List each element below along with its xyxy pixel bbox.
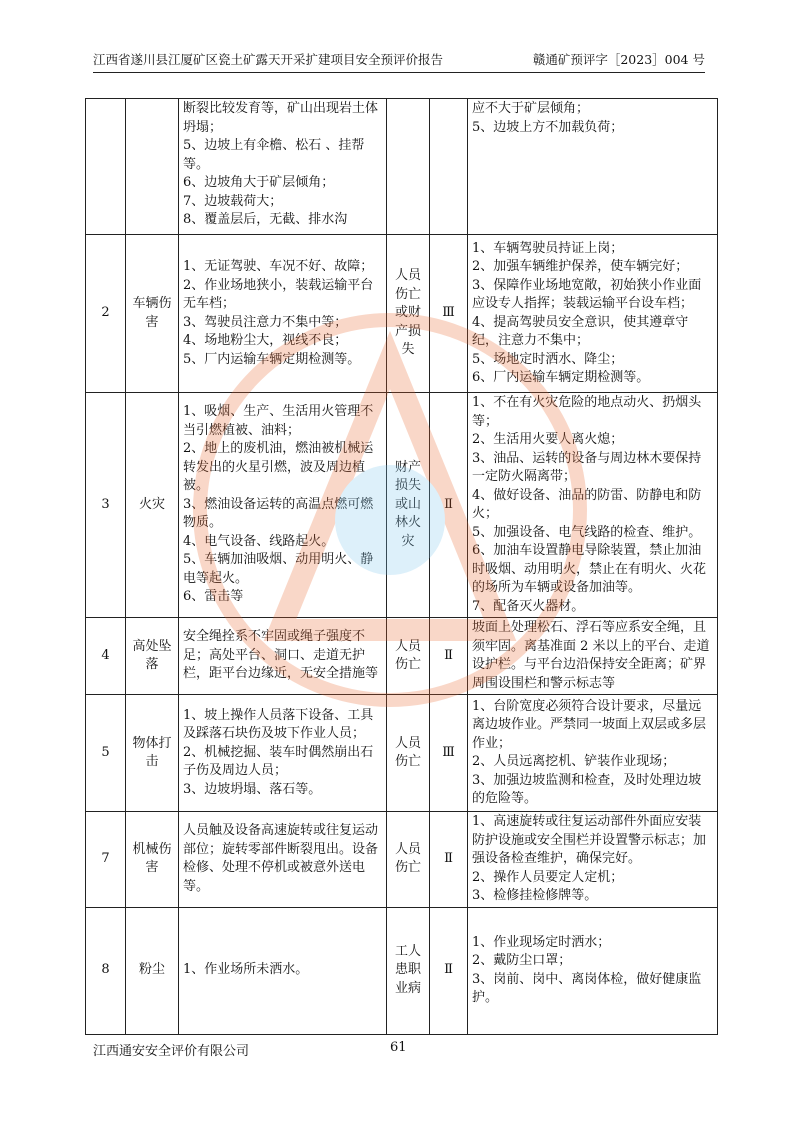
text-line: 1、吸烟、生产、生活用火管理不当引燃植被、油料； bbox=[183, 404, 374, 438]
text-line: 5、边坡上方不加载负荷； bbox=[472, 119, 624, 135]
table-row bbox=[86, 99, 718, 235]
safety-measures bbox=[468, 907, 718, 1034]
hazard-causes bbox=[179, 99, 387, 235]
hazard-causes bbox=[179, 618, 387, 695]
text-line: 1、作业现场定时洒水； bbox=[472, 934, 611, 950]
text-line: 3、驾驶员注意力不集中等； bbox=[183, 314, 348, 330]
text-line: 5、场地定时洒水、降尘； bbox=[472, 351, 624, 367]
text-line: 3、检修挂检修牌等。 bbox=[472, 888, 598, 903]
text-line: 3、边坡坍塌、落石等。 bbox=[183, 781, 322, 797]
hazard-result: 人员伤亡或财产损失 bbox=[387, 235, 430, 393]
row-number: 3 bbox=[86, 393, 126, 618]
text-line: 1、无证驾驶、车况不好、故障； bbox=[183, 259, 374, 274]
text-line: 安全绳拴系不牢固或绳子强度不足；高处平台、洞口、走道无护栏，距平台边缘近，无安全措施等 bbox=[183, 629, 379, 682]
text-line: 1、作业场所未洒水。 bbox=[183, 962, 309, 978]
page-number: 61 bbox=[390, 1040, 407, 1055]
table-row bbox=[86, 907, 718, 1034]
text-line: 应不大于矿层倾角； bbox=[472, 101, 590, 116]
safety-measures bbox=[468, 235, 718, 393]
text-line: 断裂比较发育等，矿山出现岩土体坍塌； bbox=[183, 101, 379, 135]
text-line: 3、加强边坡监测和检查，及时处理边坡的危险等。 bbox=[472, 772, 702, 806]
text-line: 6、加油车设置静电导除装置，禁止加油时吸烟、动用明火，禁止在有明火、火花的场所为车辆或设备加油等。 bbox=[472, 543, 707, 595]
hazard-causes bbox=[179, 695, 387, 812]
row-number: 2 bbox=[86, 235, 126, 393]
hazard-result: 人员伤亡 bbox=[387, 695, 430, 812]
text-line: 1、高速旋转或往复运动部件外面应安装防护设施或安全围栏并设置警示标志；加强设备检查维护，确保完好。 bbox=[472, 814, 707, 866]
safety-measures bbox=[468, 393, 718, 618]
text-line: 3、保障作业场地宽敞，初始狭小作业面应设专人指挥；装载运输平台设车档； bbox=[472, 277, 702, 311]
text-line: 3、油品、运转的设备与周边林木要保持一定防火隔离带； bbox=[472, 450, 702, 484]
hazard-type: 火灾 bbox=[126, 393, 179, 618]
footer-company: 江西通安安全评价有限公司 bbox=[93, 1044, 250, 1059]
risk-level: Ⅱ bbox=[430, 618, 468, 695]
text-line: 3、燃油设备运转的高温点燃可燃物质。 bbox=[183, 496, 374, 531]
row-number: 7 bbox=[86, 812, 126, 908]
text-line: 5、厂内运输车辆定期检测等。 bbox=[183, 351, 361, 367]
hazard-type: 粉尘 bbox=[126, 907, 179, 1034]
hazard-causes bbox=[179, 235, 387, 393]
safety-measures bbox=[468, 99, 718, 235]
text-line: 2、操作人员要定人定机； bbox=[472, 869, 624, 885]
risk-level: Ⅱ bbox=[430, 812, 468, 908]
table-row bbox=[86, 695, 718, 812]
text-line: 5、加强设备、电气线路的检查、维护。 bbox=[472, 524, 702, 540]
text-line: 5、边坡上有伞檐、松石 、挂帮等。 bbox=[183, 138, 365, 172]
hazard-type: 机械伤害 bbox=[126, 812, 179, 908]
risk-level: Ⅲ bbox=[430, 695, 468, 812]
hazard-table bbox=[85, 98, 718, 1035]
text-line: 1、不在有火灾危险的地点动火、扔烟头等； bbox=[472, 395, 702, 429]
text-line: 1、台阶宽度必须符合设计要求，尽量远离边坡作业。严禁同一坡面上双层或多层作业； bbox=[472, 698, 707, 751]
row-number: 8 bbox=[86, 907, 126, 1034]
text-line: 1、坡上操作人员落下设备、工具及踩落石块伤及坡下作业人员； bbox=[183, 707, 374, 742]
hazard-causes bbox=[179, 393, 387, 618]
hazard-result: 人员伤亡 bbox=[387, 812, 430, 908]
hazard-type: 车辆伤害 bbox=[126, 235, 179, 393]
risk-level: Ⅱ bbox=[430, 393, 468, 618]
text-line: 2、生活用火要人离火熄； bbox=[472, 432, 624, 447]
risk-level: Ⅲ bbox=[430, 235, 468, 393]
risk-level bbox=[430, 99, 468, 235]
text-line: 6、雷击等 bbox=[183, 589, 244, 605]
hazard-result bbox=[387, 99, 430, 235]
text-line: 5、车辆加油吸烟、动用明火、静电等起火。 bbox=[183, 552, 374, 586]
text-line: 4、电气设备、线路起火。 bbox=[183, 533, 335, 549]
text-line: 4、场地粉尘大，视线不良； bbox=[183, 333, 348, 348]
row-number bbox=[86, 99, 126, 235]
table-row bbox=[86, 812, 718, 908]
text-line: 6、厂内运输车辆定期检测等。 bbox=[472, 370, 650, 385]
hazard-result: 人员伤亡 bbox=[387, 618, 430, 695]
row-number: 4 bbox=[86, 618, 126, 695]
text-line: 2、人员远离挖机、铲装作业现场； bbox=[472, 754, 676, 769]
table-row bbox=[86, 235, 718, 393]
hazard-result: 财产损失或山林火灾 bbox=[387, 393, 430, 618]
hazard-result: 工人患职业病 bbox=[387, 907, 430, 1034]
hazard-causes bbox=[179, 812, 387, 908]
text-line: 1、车辆驾驶员持证上岗； bbox=[472, 240, 624, 256]
text-line: 坡面上处理松石、浮石等应系安全绳，且须牢固。离基准面 2 米以上的平台、走道设护栏。与平台边沿保持安全距离；矿界周围设围栏和警示标志等 bbox=[472, 620, 710, 691]
text-line: 2、地上的废机油，燃油被机械运转发出的火星引燃，波及周边植被。 bbox=[183, 441, 374, 494]
text-line: 人员触及设备高速旋转或往复运动部位；旋转零部件断裂甩出。设备检修、处理不停机或被意外送电等。 bbox=[183, 823, 379, 894]
text-line: 2、加强车辆维护保养，使车辆完好； bbox=[472, 259, 689, 274]
row-number: 5 bbox=[86, 695, 126, 812]
hazard-type bbox=[126, 99, 179, 235]
text-line: 2、戴防尘口罩； bbox=[472, 953, 572, 968]
hazard-type: 高处坠落 bbox=[126, 618, 179, 695]
document-number: 赣通矿预评字［2023］004 号 bbox=[532, 52, 705, 67]
text-line: 4、做好设备、油品的防雷、防静电和防火； bbox=[472, 487, 702, 521]
text-line: 3、岗前、岗中、离岗体检，做好健康监护。 bbox=[472, 971, 702, 1005]
safety-measures bbox=[468, 695, 718, 812]
text-line: 4、提高驾驶员安全意识，使其遵章守纪，注意力不集中； bbox=[472, 314, 689, 348]
safety-measures bbox=[468, 812, 718, 908]
hazard-type: 物体打击 bbox=[126, 695, 179, 812]
table-row bbox=[86, 393, 718, 618]
table-row bbox=[86, 618, 718, 695]
text-line: 7、边坡载荷大； bbox=[183, 193, 283, 209]
text-line: 7、配备灭火器材。 bbox=[472, 598, 585, 614]
page-header bbox=[93, 50, 705, 73]
text-line: 2、机械挖掘、装车时偶然崩出石子伤及周边人员； bbox=[183, 744, 374, 779]
safety-measures bbox=[468, 618, 718, 695]
report-title: 江西省遂川县江厦矿区瓷土矿露天开采扩建项目安全预评价报告 bbox=[93, 52, 444, 67]
risk-level: Ⅱ bbox=[430, 907, 468, 1034]
text-line: 6、边坡角大于矿层倾角； bbox=[183, 175, 335, 190]
text-line: 2、作业场地狭小，装载运输平台无车档； bbox=[183, 277, 374, 311]
hazard-causes bbox=[179, 907, 387, 1034]
text-line: 8、覆盖层后，无截、排水沟 bbox=[183, 212, 348, 227]
